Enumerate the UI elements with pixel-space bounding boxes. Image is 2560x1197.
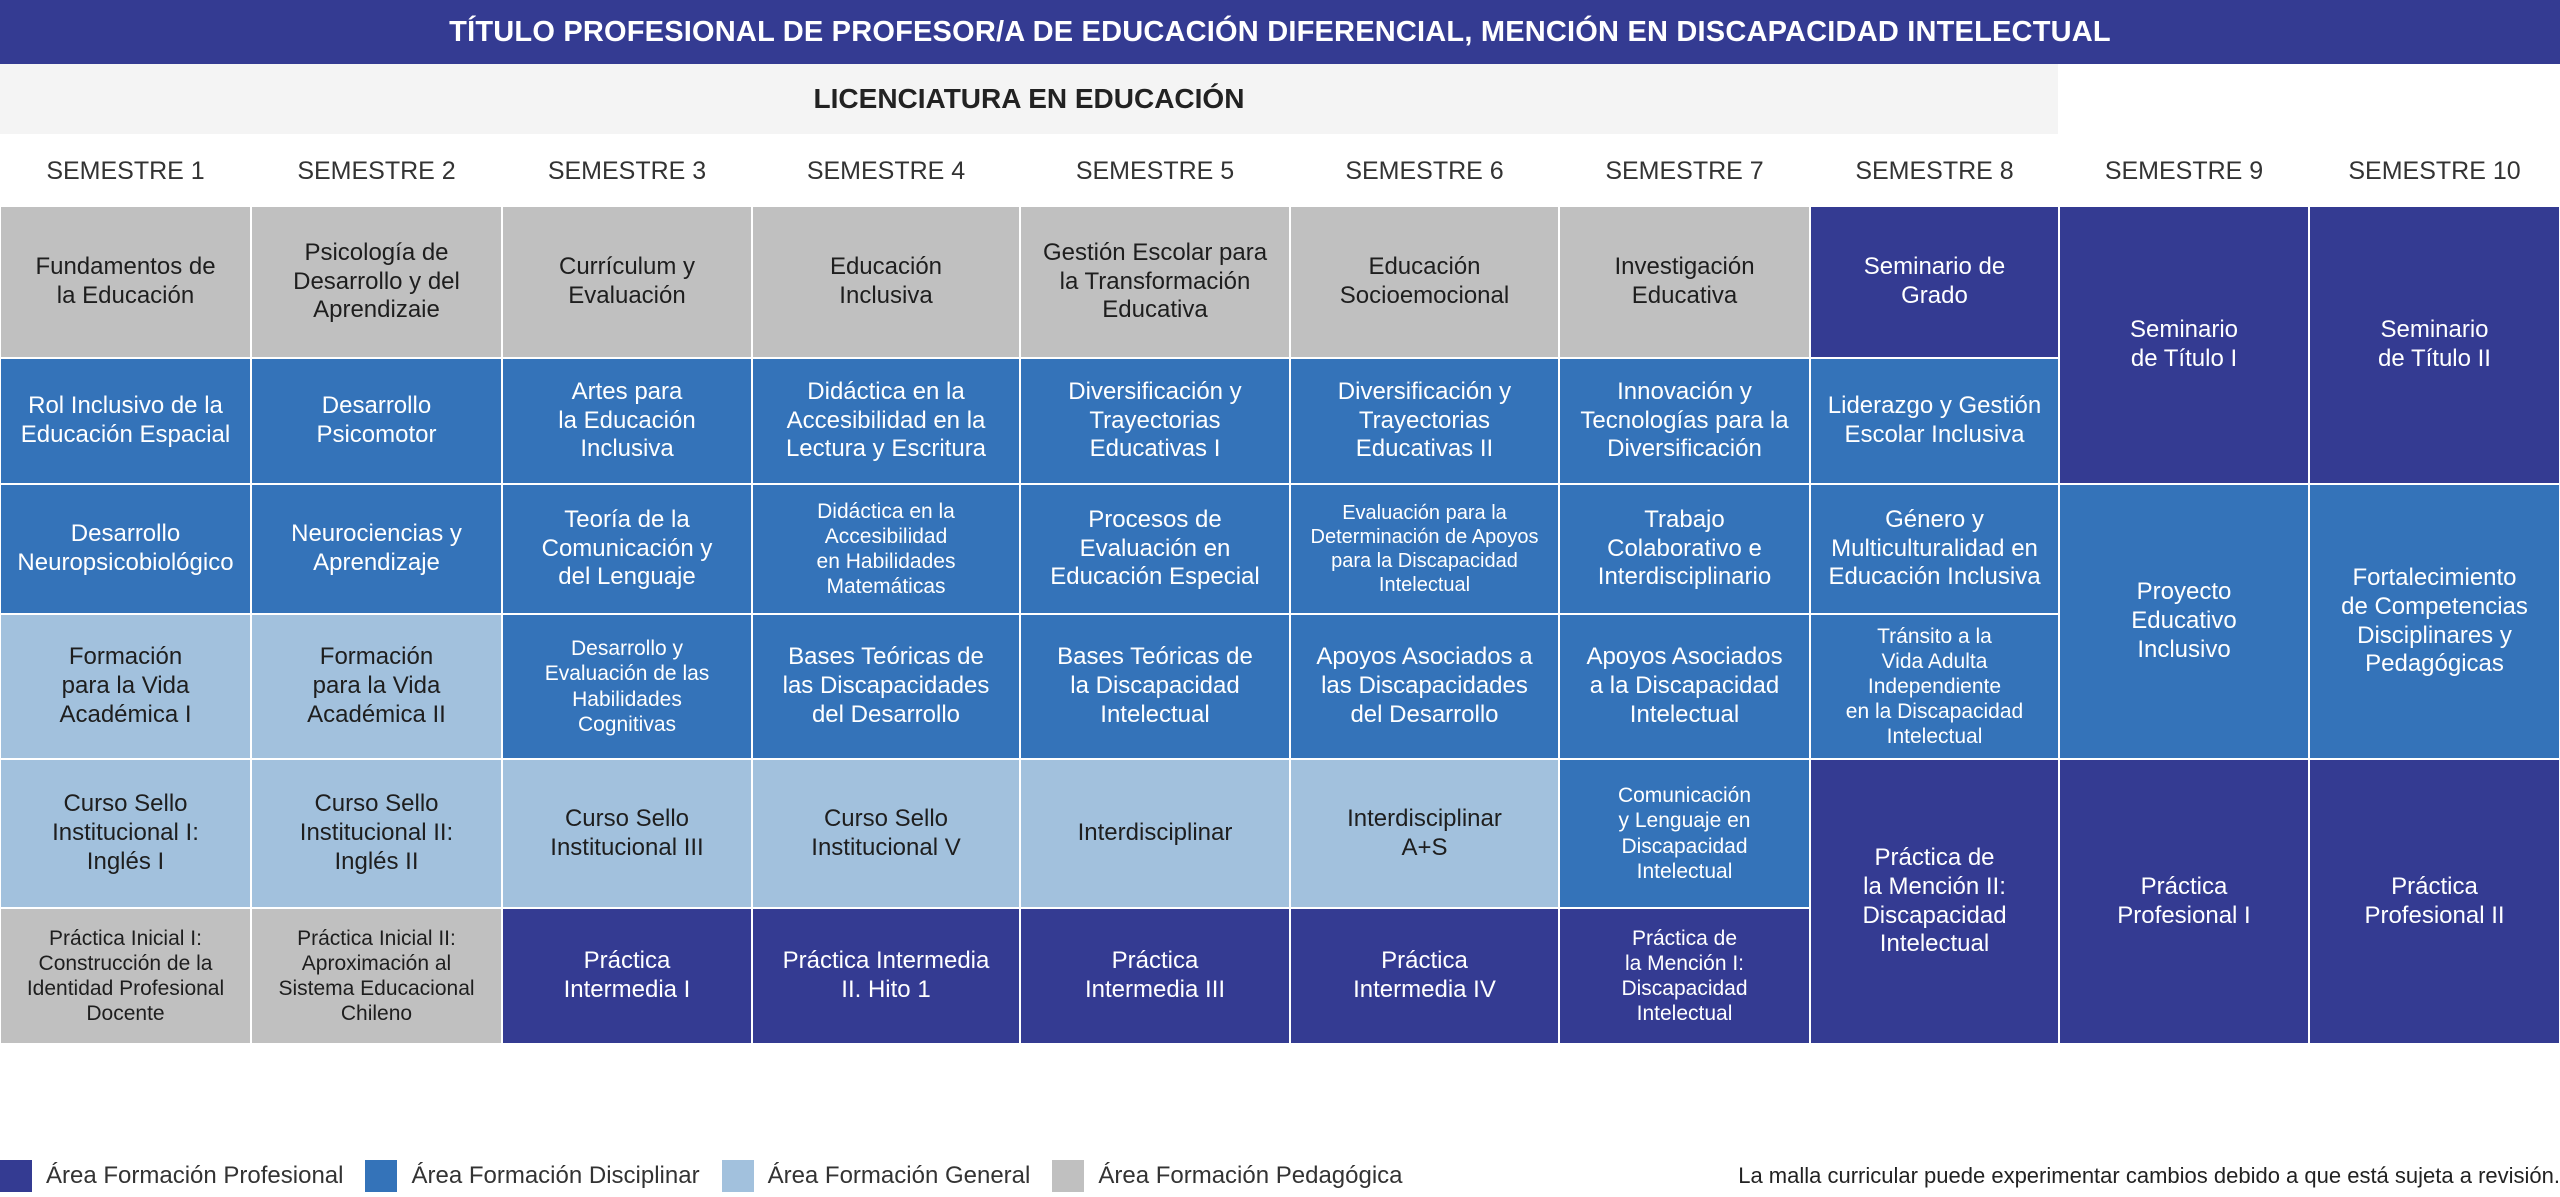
course-cell: Diversificación y Trayectorias Educativas II	[1290, 358, 1559, 484]
course-cell: Fortalecimiento de Competencias Disciplinares y Pedagógicas	[2309, 484, 2560, 759]
course-cell: Desarrollo Psicomotor	[251, 358, 502, 484]
course-cell: Formación para la Vida Académica II	[251, 614, 502, 759]
course-cell: Curso Sello Institucional I: Inglés I	[0, 759, 251, 908]
legend-label: Área Formación General	[767, 1162, 1031, 1189]
course-cell: Curso Sello Institucional III	[502, 759, 752, 908]
course-cell: Educación Socioemocional	[1290, 206, 1559, 358]
course-cell: Seminario de Grado	[1810, 206, 2059, 358]
semester-header-6: SEMESTRE 6	[1345, 156, 1504, 185]
course-cell: Práctica Intermedia I	[502, 908, 752, 1044]
course-cell: Bases Teóricas de las Discapacidades del Desarrollo	[752, 614, 1020, 759]
course-cell: Práctica Inicial I: Construcción de la Identidad Profesional Docente	[0, 908, 251, 1044]
course-cell: Género y Multiculturalidad en Educación Inclusiva	[1810, 484, 2059, 614]
course-cell: Curso Sello Institucional V	[752, 759, 1020, 908]
course-cell: Práctica Inicial II: Aproximación al Sistema Educacional Chileno	[251, 908, 502, 1044]
course-cell: Didáctica en la Accesibilidad en la Lectura y Escritura	[752, 358, 1020, 484]
disclaimer-note: La malla curricular puede experimentar cambios debido a que está sujeta a revisión.	[1738, 1163, 2560, 1188]
course-cell: Educación Inclusiva	[752, 206, 1020, 358]
course-cell: Apoyos Asociados a las Discapacidades del Desarrollo	[1290, 614, 1559, 759]
course-cell: Interdisciplinar A+S	[1290, 759, 1559, 908]
course-cell: Tránsito a la Vida Adulta Independiente en la Discapacidad Intelectual	[1810, 614, 2059, 759]
semester-header-2: SEMESTRE 2	[297, 156, 456, 185]
degree-subtitle: LICENCIATURA EN EDUCACIÓN	[0, 64, 2058, 134]
course-cell: Práctica Profesional I	[2059, 759, 2309, 1044]
course-cell: Procesos de Evaluación en Educación Especial	[1020, 484, 1290, 614]
course-cell: Currículum y Evaluación	[502, 206, 752, 358]
legend-swatch	[1052, 1160, 1084, 1192]
course-cell: Rol Inclusivo de la Educación Espacial	[0, 358, 251, 484]
course-cell: Fundamentos de la Educación	[0, 206, 251, 358]
course-cell: Bases Teóricas de la Discapacidad Intelectual	[1020, 614, 1290, 759]
legend-item-general	[722, 1160, 1031, 1192]
course-cell: Comunicación y Lenguaje en Discapacidad Intelectual	[1559, 759, 1810, 908]
legend-swatch	[0, 1160, 32, 1192]
semester-header-5: SEMESTRE 5	[1075, 156, 1235, 185]
course-cell: Práctica Intermedia III	[1020, 908, 1290, 1044]
course-cell: Diversificación y Trayectorias Educativas I	[1020, 358, 1290, 484]
course-cell: Trabajo Colaborativo e Interdisciplinario	[1559, 484, 1810, 614]
course-cell: Seminario de Título II	[2309, 206, 2560, 484]
legend-label: Área Formación Disciplinar	[411, 1162, 700, 1189]
course-cell: Innovación y Tecnologías para la Diversificación	[1559, 358, 1810, 484]
course-cell: Práctica de la Mención II: Discapacidad Intelectual	[1810, 759, 2059, 1044]
legend-label: Área Formación Profesional	[46, 1162, 344, 1189]
program-title: TÍTULO PROFESIONAL DE PROFESOR/A DE EDUCACIÓN DIFERENCIAL, MENCIÓN EN DISCAPACIDAD INTELECTUAL	[0, 0, 2560, 64]
course-cell: Teoría de la Comunicación y del Lenguaje	[502, 484, 752, 614]
course-cell: Práctica Intermedia II. Hito 1	[752, 908, 1020, 1044]
semester-header-8: SEMESTRE 8	[1855, 156, 2014, 185]
course-cell: Proyecto Educativo Inclusivo	[2059, 484, 2309, 759]
course-cell: Práctica de la Mención I: Discapacidad Intelectual	[1559, 908, 1810, 1044]
semester-header-row	[0, 140, 2560, 202]
course-cell: Formación para la Vida Académica I	[0, 614, 251, 759]
legend-item-disciplinar	[365, 1160, 699, 1192]
legend-label: Área Formación Pedagógica	[1098, 1162, 1403, 1189]
course-cell: Gestión Escolar para la Transformación Educativa	[1020, 206, 1290, 358]
course-cell: Apoyos Asociados a la Discapacidad Intelectual	[1559, 614, 1810, 759]
semester-header-10: SEMESTRE 10	[2348, 156, 2521, 185]
course-cell: Investigación Educativa	[1559, 206, 1810, 358]
course-cell: Liderazgo y Gestión Escolar Inclusiva	[1810, 358, 2059, 484]
course-cell: Evaluación para la Determinación de Apoyos para la Discapacidad Intelectual	[1290, 484, 1559, 614]
course-cell: Seminario de Título I	[2059, 206, 2309, 484]
semester-header-1: SEMESTRE 1	[46, 156, 205, 185]
semester-header-4: SEMESTRE 4	[806, 156, 966, 185]
course-cell: Práctica Profesional II	[2309, 759, 2560, 1044]
legend-swatch	[365, 1160, 397, 1192]
course-cell: Artes para la Educación Inclusiva	[502, 358, 752, 484]
legend-item-pedagogica	[1052, 1160, 1402, 1192]
course-cell: Práctica Intermedia IV	[1290, 908, 1559, 1044]
course-cell: Desarrollo Neuropsicobiológico	[0, 484, 251, 614]
course-cell: Didáctica en la Accesibilidad en Habilidades Matemáticas	[752, 484, 1020, 614]
semester-header-3: SEMESTRE 3	[547, 156, 707, 185]
semester-header-9: SEMESTRE 9	[2104, 156, 2264, 185]
course-cell: Desarrollo y Evaluación de las Habilidades Cognitivas	[502, 614, 752, 759]
legend-item-profesional	[0, 1160, 343, 1192]
course-cell: Curso Sello Institucional II: Inglés II	[251, 759, 502, 908]
semester-header-7: SEMESTRE 7	[1605, 156, 1764, 185]
curriculum-grid	[0, 206, 2560, 1044]
legend-swatch	[722, 1160, 754, 1192]
course-cell: Psicología de Desarrollo y del Aprendizaie	[251, 206, 502, 358]
course-cell: Neurociencias y Aprendizaje	[251, 484, 502, 614]
course-cell: Interdisciplinar	[1020, 759, 1290, 908]
area-legend	[0, 1160, 1425, 1192]
